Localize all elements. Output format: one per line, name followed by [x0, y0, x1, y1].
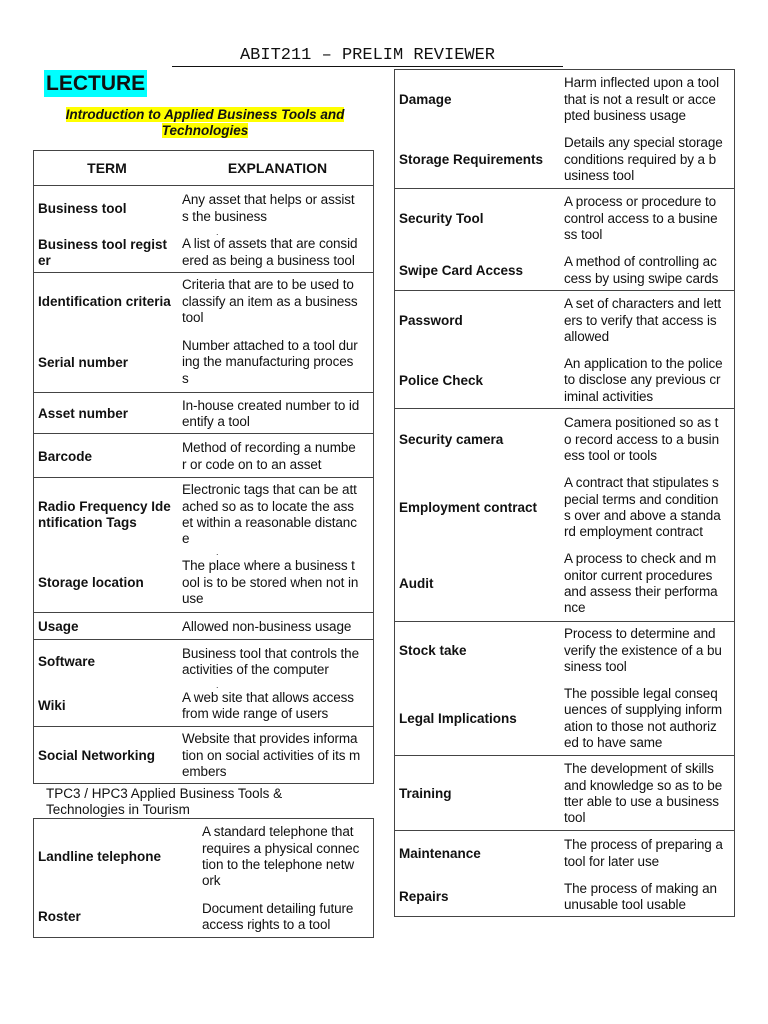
term-cell: Legal Implications	[399, 710, 517, 726]
table-row	[34, 819, 373, 895]
term-cell: Barcode	[38, 448, 93, 464]
term-cell: Identification criteria	[38, 294, 171, 309]
term-cell: Audit	[399, 576, 434, 591]
explanation-cell: Electronic tags that can be att ached so as to locate the ass et within a reasonable distanc e	[182, 482, 357, 547]
explanation-cell: A standard telephone that requires a physical connec tion to the telephone netw ork	[202, 824, 360, 889]
explanation-cell: The possible legal conseq uences of supplying inform ation to those not authoriz ed to have same	[564, 685, 722, 750]
term-cell: Swipe Card Access	[399, 262, 524, 278]
term-cell: Storage location	[38, 575, 144, 590]
term-cell: Software	[38, 654, 96, 669]
table-row	[34, 273, 373, 331]
page-title: ABIT211 – PRELIM REVIEWER	[172, 46, 563, 67]
table-row	[34, 895, 373, 939]
term-cell: Password	[399, 313, 463, 328]
table-row	[395, 291, 734, 351]
explanation-cell: Document detailing future access rights to a tool	[202, 900, 354, 932]
right-group-2	[394, 188, 735, 291]
explanation-cell: A method of controlling ac cess by using swipe cards	[564, 254, 719, 286]
table-row	[395, 756, 734, 832]
term-cell: Maintenance	[399, 845, 481, 861]
table-row	[395, 622, 734, 680]
explanation-cell: Criteria that are to be used to classify an item as a business tool	[182, 277, 358, 326]
left-table-header	[33, 150, 374, 186]
explanation-cell: A contract that stipulates s pecial terms and condition s over and above a standa rd employment contract	[564, 475, 721, 540]
right-group-3	[394, 290, 735, 409]
term-cell: Employment contract	[399, 500, 538, 515]
explanation-cell: A process or procedure to control access to a busine ss tool	[564, 194, 718, 243]
explanation-cell: A process to check and m onitor current procedures and assess their performa nce	[564, 551, 718, 616]
term-cell: Radio Frequency Ide ntification Tags	[38, 499, 171, 530]
left-group-8	[33, 726, 374, 784]
explanation-cell: The process of preparing a tool for later use	[564, 837, 723, 869]
term-cell: Asset number	[38, 406, 129, 421]
explanation-cell: Camera positioned so as t o record access to a busin ess tool or tools	[564, 415, 719, 464]
table-row	[34, 552, 373, 614]
table-row	[395, 189, 734, 249]
term-cell: Storage Requirements	[399, 152, 544, 167]
term-cell: Stock take	[399, 643, 467, 658]
table-row	[395, 831, 734, 876]
left-group-2	[33, 272, 374, 393]
table-row	[34, 613, 373, 641]
table-row	[34, 478, 373, 552]
term-cell: Security Tool	[399, 211, 484, 226]
table-row	[395, 876, 734, 918]
table-row	[395, 471, 734, 545]
right-group-1	[394, 69, 735, 189]
explanation-cell: A web site that allows access from wide range of users	[182, 689, 354, 721]
right-group-4	[394, 408, 735, 622]
term-cell: Business tool regist er	[38, 236, 168, 268]
explanation-cell: Business tool that controls the activities of the computer	[182, 645, 360, 677]
right-group-7	[394, 830, 735, 917]
header-term: TERM	[87, 160, 127, 176]
explanation-cell: The process of making an unusable tool usable	[564, 880, 717, 912]
explanation-cell: Harm inflected upon a tool that is not a result or acce pted business usage	[564, 75, 719, 124]
left-group-6	[33, 612, 374, 640]
section-subtitle: Introduction to Applied Business Tools and Technologies	[65, 107, 345, 138]
explanation-cell: Allowed non-business usage	[182, 618, 352, 634]
explanation-cell: A set of characters and lett ers to verify that access is allowed	[564, 296, 722, 345]
table-row	[34, 684, 373, 728]
explanation-cell: Method of recording a numbe r or code on to an asset	[182, 440, 356, 472]
explanation-cell: A list of assets that are consid ered as being a business tool	[182, 236, 358, 268]
term-cell: Wiki	[38, 698, 66, 713]
term-cell: Landline telephone	[38, 849, 162, 864]
table-row	[34, 640, 373, 684]
explanation-cell: Number attached to a tool dur ing the manufacturing proces s	[182, 337, 358, 386]
term-cell: Training	[399, 786, 452, 801]
term-cell: Damage	[399, 92, 452, 107]
term-cell: Police Check	[399, 372, 484, 388]
header-explanation: EXPLANATION	[227, 160, 328, 176]
explanation-cell: Details any special storage conditions required by a b usiness tool	[564, 135, 723, 184]
tpc-caption: TPC3 / HPC3 Applied Business Tools & Technologies in Tourism	[46, 786, 283, 817]
explanation-cell: Website that provides informa tion on social activities of its m embers	[182, 731, 361, 780]
table-row	[395, 249, 734, 292]
explanation-cell: An application to the police to disclose any previous cr iminal activities	[564, 355, 723, 404]
bottom-table	[33, 818, 374, 938]
table-row	[34, 331, 373, 394]
explanation-cell: Any asset that helps or assist s the business	[182, 192, 355, 224]
left-group-1: Business tool Any asset that helps or assist s the business Business tool regist er A list of assets that are consid ered as being a business tool .	[33, 185, 374, 273]
lecture-heading: LECTURE	[46, 72, 146, 95]
table-row	[34, 186, 373, 231]
explanation-cell: Process to determine and verify the existence of a bu siness tool	[564, 626, 722, 675]
left-group-5: Radio Frequency Ide ntification Tags Electronic tags that can be att ached so as to locate the ass et within a reasonable distanc e Storage location The place where a business t ool is to be stored when not in use .	[33, 477, 374, 613]
table-row	[395, 680, 734, 757]
table-row	[34, 434, 373, 479]
table-row	[395, 70, 734, 130]
table-row	[395, 130, 734, 190]
term-cell: Repairs	[399, 889, 449, 904]
term-cell: Social Networking	[38, 748, 156, 763]
explanation-cell: The development of skills and knowledge so as to be tter able to use a business tool	[564, 761, 723, 826]
table-row	[395, 545, 734, 623]
table-row	[34, 231, 373, 274]
right-group-5	[394, 621, 735, 756]
left-group-4	[33, 433, 374, 478]
left-group-3	[33, 392, 374, 434]
term-cell: Business tool	[38, 200, 127, 216]
term-cell: Serial number	[38, 354, 129, 370]
term-cell: Usage	[38, 619, 79, 634]
explanation-cell: In-house created number to id entify a tool	[182, 397, 360, 429]
term-cell: Roster	[38, 909, 81, 924]
explanation-cell: The place where a business t ool is to be stored when not in use	[182, 558, 359, 607]
term-cell: Security camera	[399, 432, 504, 447]
right-group-6	[394, 755, 735, 831]
table-row	[34, 727, 373, 785]
table-row	[395, 351, 734, 410]
left-group-7: Software Business tool that controls the activities of the computer Wiki A web site that allows access from wide range of users .	[33, 639, 374, 727]
table-row	[395, 409, 734, 471]
table-row	[34, 393, 373, 435]
